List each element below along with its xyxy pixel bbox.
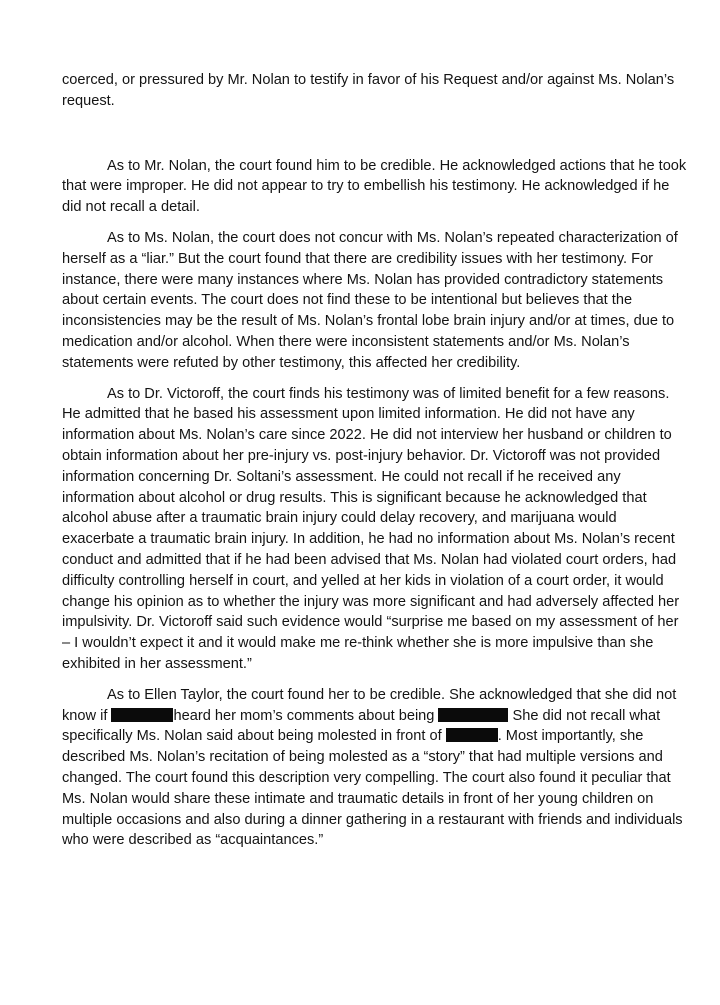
- paragraph-ellen-taylor: [62, 685, 690, 851]
- ellen-taylor-text-2: heard her mom’s comments about being: [173, 707, 439, 724]
- ellen-taylor-text-4: . Most importantly, she described Ms. Nolan’s recitation of being molested as a “story” that had multiple versions and changed. The court found this description very compelling. The court also found it peculiar that Ms. Nolan would share these intimate and traumatic details in front of her young children on multiple occasions and also during a dinner gathering in a restaurant with friends and individuals who were described as “acquaintances.”: [62, 728, 683, 849]
- redaction-box: [446, 728, 498, 742]
- redaction-box: [438, 708, 508, 722]
- paragraph-continuation: coerced, or pressured by Mr. Nolan to testify in favor of his Request and/or against Ms. Nolan’s request.: [62, 72, 675, 109]
- paragraph-dr-victoroff: As to Dr. Victoroff, the court finds his testimony was of limited benefit for a few reasons. He admitted that he based his assessment upon limited information. He did not have any information about Ms. Nolan’s care since 2022. He did not interview her husband or children to obtain information about her pre-injury vs. post-injury behavior. Dr. Victoroff was not provided information concerning Dr. Soltani’s assessment. He could not recall if he received any information about alcohol or drug results. This is significant because he acknowledged that alcohol abuse after a traumatic brain injury could delay recovery, and marijuana would exacerbate a traumatic brain injury. In addition, he had no information about Ms. Nolan’s recent conduct and admitted that if he had been advised that Ms. Nolan had violated court orders, had difficulty controlling herself in court, and yelled at her kids in violation of a court order, it would change his opinion as to whether the injury was more significant and had adversely affected her impulsivity. Dr. Victoroff said such evidence would “surprise me based on my assessment of her – I wouldn’t expect it and it would make me re-think whether she is more impulsive than she exhibited in her assessment.”: [62, 385, 680, 672]
- ellen-taylor-text-3: She did not recall what specifically Ms. Nolan said about being molested in front of: [62, 707, 661, 745]
- ellen-taylor-text-1: As to Ellen Taylor, the court found her to be credible. She acknowledged that she did not know if: [62, 686, 677, 724]
- redaction-box: [111, 708, 173, 722]
- paragraph-ms-nolan: As to Ms. Nolan, the court does not concur with Ms. Nolan’s repeated characterization of herself as a “liar.” But the court found that there are credibility issues with her testimony. For instance, there were many instances where Ms. Nolan has provided contradictory statements about certain events. The court does not find these to be intentional but believes that the inconsistencies may be the result of Ms. Nolan’s frontal lobe brain injury and/or at times, due to medication and/or alcohol. When there were inconsistent statements and/or Ms. Nolan’s statements were refuted by other testimony, this affected her credibility.: [62, 229, 678, 371]
- paragraph-mr-nolan: As to Mr. Nolan, the court found him to be credible. He acknowledged actions that he took that were improper. He did not appear to try to embellish his testimony. He acknowledged if he did not recall a detail.: [62, 157, 687, 216]
